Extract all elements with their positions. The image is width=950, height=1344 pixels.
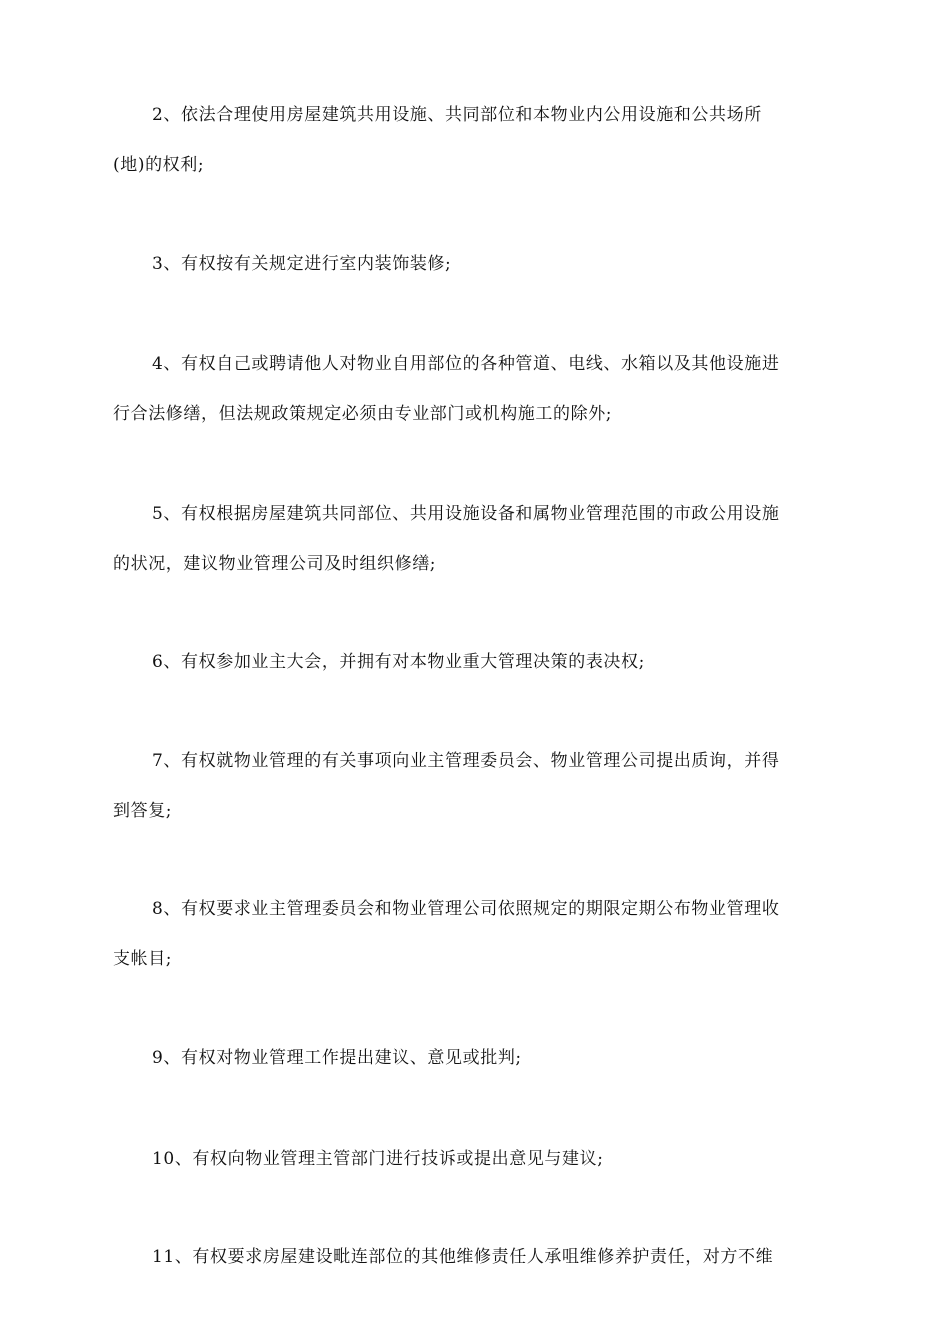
paragraph-line: 8、有权要求业主管理委员会和物业管理公司依照规定的期限定期公布物业管理收	[152, 899, 780, 919]
paragraph-line: 3、有权按有关规定进行室内装饰装修;	[152, 254, 452, 274]
paragraph-line: 到答复;	[113, 801, 173, 821]
paragraph-line: 6、有权参加业主大会，并拥有对本物业重大管理决策的表决权;	[152, 652, 645, 672]
paragraph-item-10	[113, 1134, 839, 1184]
paragraph-line: (地)的权利;	[113, 155, 205, 175]
paragraph-item-2	[113, 90, 839, 190]
paragraph-line: 的状况，建议物业管理公司及时组织修缮;	[113, 554, 437, 574]
paragraph-item-11	[113, 1232, 839, 1282]
paragraph-line: 支帐目;	[113, 949, 173, 969]
paragraph-item-4	[113, 339, 839, 439]
paragraph-item-9	[113, 1033, 839, 1083]
paragraph-line: 4、有权自己或聘请他人对物业自用部位的各种管道、电线、水箱以及其他设施进	[152, 354, 780, 374]
paragraph-line: 11、有权要求房屋建设毗连部位的其他维修责任人承咀维修养护责任，对方不维	[152, 1247, 774, 1267]
paragraph-item-8	[113, 884, 839, 984]
paragraph-line: 9、有权对物业管理工作提出建议、意见或批判;	[152, 1048, 522, 1068]
paragraph-line: 2、依法合理使用房屋建筑共用设施、共同部位和本物业内公用设施和公共场所	[152, 105, 762, 125]
paragraph-line: 10、有权向物业管理主管部门进行技诉或提出意见与建议;	[152, 1149, 604, 1169]
paragraph-item-6	[113, 637, 839, 687]
paragraph-item-7	[113, 736, 839, 836]
paragraph-item-3	[113, 239, 839, 289]
paragraph-line: 7、有权就物业管理的有关事项向业主管理委员会、物业管理公司提出质询，并得	[152, 751, 780, 771]
paragraph-line: 行合法修缮，但法规政策规定必须由专业部门或机构施工的除外;	[113, 404, 613, 424]
paragraph-item-5	[113, 489, 839, 589]
paragraph-line: 5、有权根据房屋建筑共同部位、共用设施设备和属物业管理范围的市政公用设施	[152, 504, 780, 524]
